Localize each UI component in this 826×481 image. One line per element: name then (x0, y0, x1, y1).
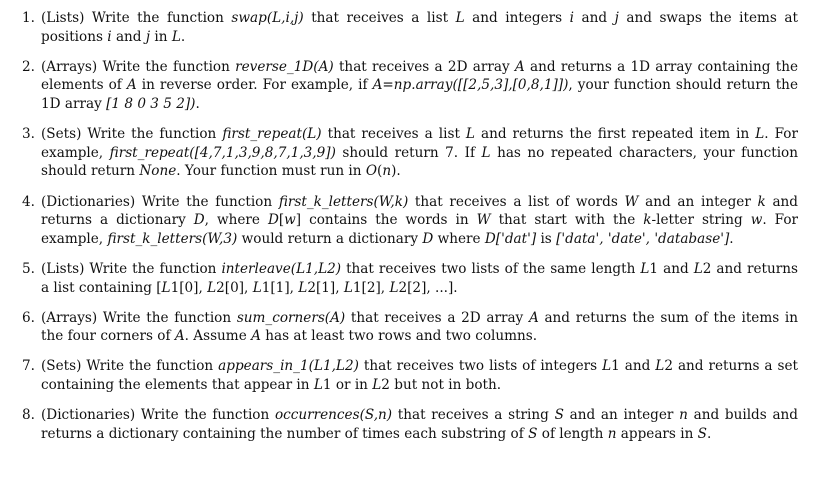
text-run: -letter string (651, 212, 751, 229)
text-run: 2[0], (216, 279, 253, 296)
math-term: first_repeat([4,7,1,3,9,8,7,1,3,9]) (109, 144, 336, 161)
math-term: L (755, 126, 765, 143)
math-term: L (343, 279, 353, 296)
math-term: L (252, 279, 262, 296)
text-run: ). (391, 163, 401, 180)
exercise-text (41, 9, 798, 46)
math-term: W (624, 193, 639, 210)
math-term: swap(L,i,j) (231, 10, 304, 26)
text-run: and returns a dictionary (41, 193, 799, 229)
text-run: 1[1], (261, 279, 299, 296)
math-term: L (455, 10, 465, 26)
exercise-item (22, 260, 798, 297)
text-run: 1 or in (322, 377, 373, 394)
math-term: S (528, 425, 538, 442)
text-run: where (433, 230, 485, 247)
text-run: has no repeated characters, your function should return (41, 144, 798, 180)
exercise-item (22, 309, 798, 346)
text-run: [ (278, 212, 285, 229)
math-term: j (145, 28, 151, 45)
exercise-text (41, 125, 798, 181)
exercise-number: 5. (22, 260, 35, 277)
text-run: (Sets) Write the function (41, 358, 219, 375)
text-run: that start with the (490, 212, 644, 229)
text-run: in reverse order. For example, if (136, 77, 373, 94)
exercise-number: 2. (22, 58, 35, 75)
exercise-item (22, 125, 798, 181)
text-run: and returns the first repeated item in (474, 126, 756, 143)
exercise-number: 4. (22, 193, 35, 210)
exercise-item (22, 406, 798, 443)
text-run: and returns the sum of the items in the four corners of (41, 309, 798, 345)
text-run: , where (204, 212, 268, 229)
text-run: would return a dictionary (237, 230, 423, 247)
exercise-text (41, 260, 798, 297)
math-term: L (372, 377, 382, 394)
math-term: sum_corners(A) (236, 309, 346, 326)
text-run: . (195, 95, 200, 112)
math-term: A (251, 328, 261, 345)
text-run: (Dictionaries) Write the function (41, 193, 279, 210)
math-term: A (528, 309, 539, 326)
math-term: L (161, 279, 171, 296)
text-run: that receives a list of words (408, 193, 625, 210)
text-run: is (536, 230, 557, 247)
text-run: and integers (464, 10, 570, 26)
text-run: that receives a 2D array (345, 309, 529, 326)
math-term: w (284, 212, 296, 229)
math-term: first_k_letters(W,k) (278, 193, 409, 210)
exercise-text (41, 357, 798, 394)
text-run: that receives two lists of the same length (341, 260, 641, 277)
math-term: i (569, 10, 574, 26)
math-term: first_k_letters(W,3) (107, 230, 238, 247)
text-run: that receives a 2D array (333, 58, 515, 75)
text-run: 2 and returns a list containing [ (41, 260, 799, 296)
math-term: i (107, 28, 112, 45)
exercise-item (22, 58, 798, 114)
text-run: has at least two rows and two columns. (260, 328, 538, 345)
math-term: L (207, 279, 217, 296)
exercise-text (41, 58, 798, 114)
text-run: (Dictionaries) Write the function (41, 407, 275, 424)
math-term: k (643, 212, 652, 229)
math-term: D (193, 212, 205, 229)
math-term: occurrences(S,n) (274, 407, 393, 424)
math-term: interleave(L1,L2) (221, 260, 342, 277)
math-term: L (602, 358, 612, 375)
exercise-item (22, 193, 798, 249)
math-term: D['dat'] (484, 230, 537, 247)
math-term: S (697, 425, 707, 442)
text-run: 2 and returns a set containing the elements that appear in (41, 358, 798, 394)
text-run: . For example, (41, 212, 799, 247)
text-run: 2[1], (307, 279, 344, 296)
text-run: (Arrays) Write the function (41, 309, 237, 326)
math-term: A (126, 77, 137, 94)
text-run: of length (537, 425, 608, 442)
math-term: D (267, 212, 279, 229)
exercise-number: 8. (22, 407, 35, 424)
text-run: . Assume (184, 328, 252, 345)
math-term: D (422, 230, 434, 247)
text-run: in (150, 28, 172, 45)
math-term: L (298, 279, 308, 296)
exercise-text (41, 309, 798, 346)
text-run: 1[0], (170, 279, 208, 296)
text-run: . Your function must run in (176, 163, 366, 180)
math-term: O (365, 163, 378, 180)
math-term: k (757, 193, 766, 210)
text-run: and returns a 1D array containing the elements of (41, 58, 798, 94)
text-run: 1 and (649, 260, 694, 277)
text-run: ( (377, 163, 383, 180)
math-term: reverse_1D(A) (235, 58, 334, 75)
math-term: j (614, 10, 619, 26)
text-run: that receives a string (392, 407, 555, 424)
math-term: A (514, 58, 525, 75)
math-term: w (750, 212, 763, 229)
text-run: that receives a list (303, 10, 456, 26)
text-run: that receives two lists of integers (358, 358, 603, 375)
text-run: should return 7. If (335, 144, 482, 161)
math-term: [1 8 0 3 5 2]) (106, 95, 196, 112)
math-term: L (171, 28, 181, 45)
text-run: (Lists) Write the function (41, 10, 232, 26)
math-term: L (655, 358, 665, 375)
text-run: and swaps the items at positions (41, 10, 798, 45)
exercise-number: 7. (22, 358, 35, 375)
exercise-number: 1. (22, 10, 35, 26)
text-run: that receives a list (321, 126, 466, 143)
math-term: L (313, 377, 323, 394)
math-term: n (382, 163, 392, 180)
text-run: and (111, 28, 146, 45)
math-term: ['data', 'date', 'database'] (556, 230, 730, 247)
text-run: . For example, (41, 126, 798, 161)
math-term: L (389, 279, 399, 296)
exercise-text (41, 193, 798, 249)
math-term: L (465, 126, 475, 143)
text-run: (Lists) Write the function (41, 260, 222, 277)
math-term: n (679, 407, 688, 424)
math-term: n (607, 425, 617, 442)
exercise-text (41, 406, 798, 443)
text-run: and an integer (563, 407, 680, 424)
math-term: L (640, 260, 650, 277)
text-run: 1 and (611, 358, 656, 375)
text-run: 2[2], ...]. (398, 279, 458, 296)
math-term: W (476, 212, 491, 229)
text-run: (Sets) Write the function (41, 126, 223, 143)
text-run: 1[2], (352, 279, 390, 296)
text-run: , your function should return the 1D array (41, 77, 798, 112)
math-term: L (693, 260, 703, 277)
exercise-number: 6. (22, 309, 35, 326)
math-term: L (481, 144, 491, 161)
text-run: (Arrays) Write the function (41, 58, 236, 75)
exercise-number: 3. (22, 126, 35, 143)
text-run: . (729, 230, 734, 247)
math-term: A (174, 328, 185, 345)
text-run: and (573, 10, 615, 26)
text-run: . (706, 425, 712, 442)
math-term: A=np.array([[2,5,3],[0,8,1]]) (372, 77, 569, 94)
math-term: appears_in_1(L1,L2) (218, 358, 359, 375)
text-run: . (180, 28, 186, 45)
text-run: 2 but not in both. (381, 377, 502, 394)
exercise-item (22, 357, 798, 394)
text-run: appears in (616, 425, 698, 442)
text-run: ] contains the words in (295, 212, 477, 229)
exercise-item (22, 9, 798, 46)
math-term: None (139, 163, 177, 180)
text-run: and an integer (638, 193, 758, 210)
exercise-list (22, 9, 798, 455)
math-term: S (554, 407, 564, 424)
text-run: and builds and returns a dictionary containing the number of times each substring of (41, 407, 799, 442)
math-term: first_repeat(L) (222, 126, 322, 143)
